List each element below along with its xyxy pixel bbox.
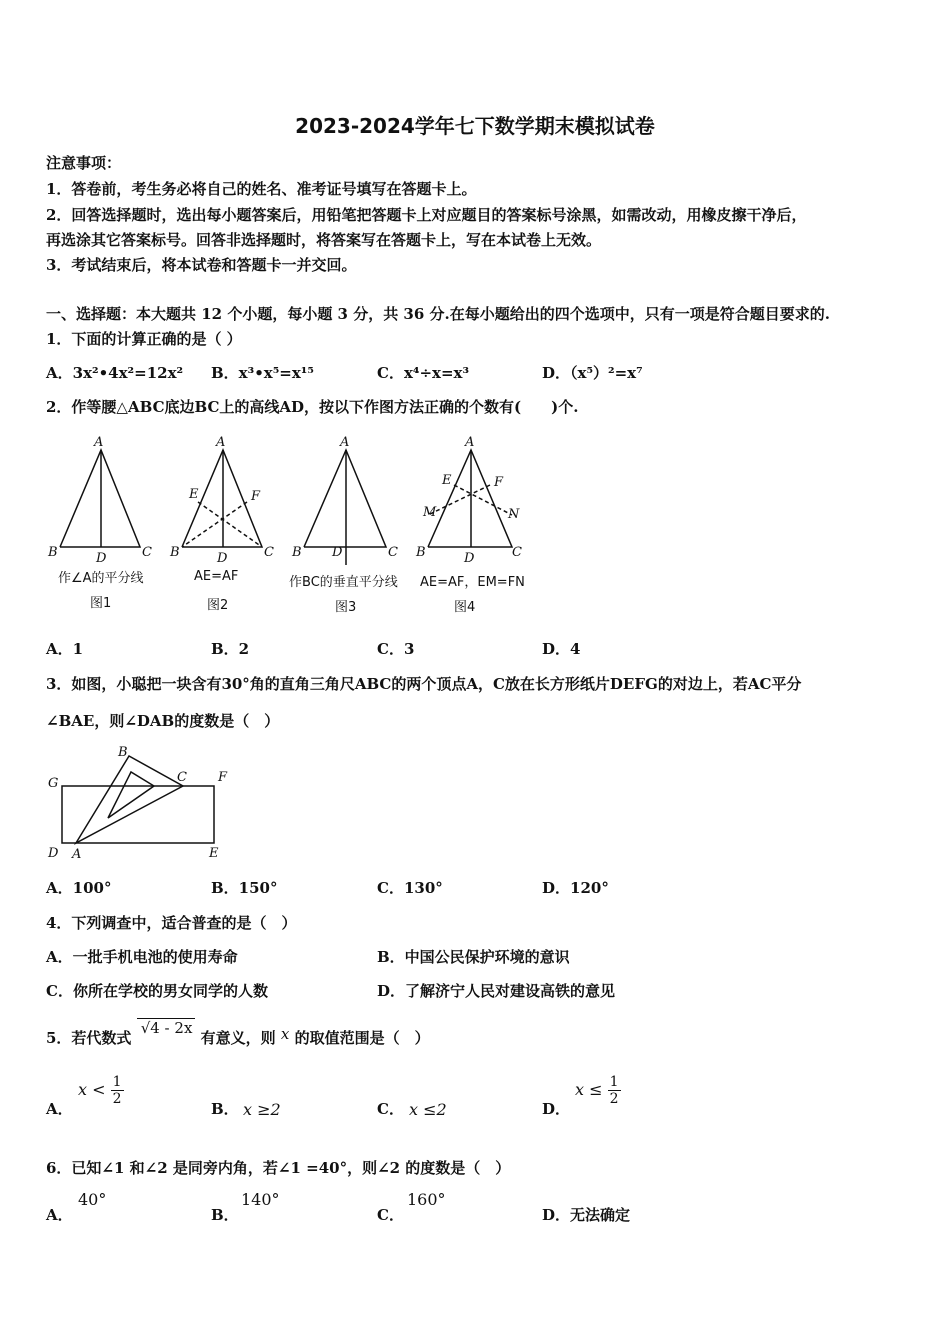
q3-stem-line-1: 3．如图，小聪把一块含有30°角的直角三角尺ABC的两个顶点A，C放在长方形纸片DEFG的对边上，若AC平分 [46, 675, 802, 693]
fig4-number: 图4 [454, 600, 476, 615]
fig4-triangle [428, 450, 512, 547]
fig2-number: 图2 [207, 598, 229, 613]
q4-option-d: D．了解济宁人民对建设高铁的意见 [377, 982, 616, 1000]
page-title: 2023-2024学年七下数学期末模拟试卷 [295, 114, 655, 138]
fig4-dash-2 [428, 485, 490, 515]
fig4-label-c: C [512, 545, 522, 560]
q2-stem: 2．作等腰△ABC底边BC上的高线AD，按以下作图方法正确的个数有( )个. [46, 398, 579, 416]
fig4-label-b: B [416, 545, 426, 560]
q5-d-fraction [608, 1074, 621, 1107]
q6-option-d: D．无法确定 [542, 1206, 631, 1224]
q5-option-d [575, 1074, 621, 1107]
fig4-dash-1 [454, 485, 512, 515]
q6-option-a: 40° [78, 1190, 107, 1209]
label-a: A [72, 847, 82, 862]
q5-option-c: x ≤2 [409, 1100, 447, 1119]
fig4-label-e: E [442, 473, 452, 488]
q5-a-fraction [111, 1074, 124, 1107]
fig4-label-d: D [464, 551, 475, 566]
q4-option-c: C．你所在学校的男女同学的人数 [46, 982, 268, 1000]
q5-d-den: 2 [609, 1091, 619, 1107]
fig4-label-m: M [423, 505, 437, 520]
q5-a-lhs: x < [78, 1080, 106, 1099]
label-g: G [48, 776, 59, 791]
fig3-triangle [304, 450, 386, 547]
fig2-label-f: F [251, 489, 261, 504]
fig3-label-d: D [332, 545, 343, 560]
q3-stem-line-2: ∠BAE，则∠DAB的度数是（ ） [46, 712, 280, 730]
q6-option-b-label: B． [211, 1206, 239, 1224]
fig4-label-a: A [465, 435, 475, 450]
notice-item-3: 3．考试结束后，将本试卷和答题卡一并交回。 [46, 256, 357, 274]
label-e: E [209, 846, 219, 861]
notice-item-2: 2．回答选择题时，选出每小题答案后，用铅笔把答题卡上对应题目的答案标号涂黑，如需改动，用橡皮擦干净后， [46, 206, 807, 224]
q5-option-b-label: B． [211, 1100, 239, 1118]
q5-option-c-label: C． [377, 1100, 404, 1118]
fig4-label-f: F [494, 475, 504, 490]
notice-heading: 注意事项： [46, 154, 122, 172]
set-square-outer [76, 756, 183, 843]
label-f: F [218, 770, 228, 785]
fig2-label-e: E [189, 487, 199, 502]
q5-stem [46, 1019, 430, 1048]
q5-option-d-label: D． [542, 1100, 571, 1118]
label-d: D [48, 846, 59, 861]
q3-option-b: B．150° [211, 879, 278, 897]
fig2-label-b: B [170, 545, 180, 560]
fig3-caption: 作BC的垂直平分线 [289, 575, 398, 590]
q3-option-c: C．130° [377, 879, 443, 897]
section-heading: 一、选择题：本大题共 12 个小题，每小题 3 分，共 36 分.在每小题给出的四个选项中，只有一项是符合题目要求的. [46, 305, 830, 323]
q4-option-b: B．中国公民保护环境的意识 [377, 948, 570, 966]
q5-stem-post: 的取值范围是（ ） [294, 1029, 430, 1047]
fig2-label-d: D [217, 551, 228, 566]
notice-item-2-cont: 再选涂其它答案标号。回答非选择题时，将答案写在答题卡上，写在本试卷上无效。 [46, 231, 602, 249]
fig1-caption: 作∠A的平分线 [58, 571, 144, 586]
fig1-label-d: D [96, 551, 107, 566]
q2-option-a: A．1 [46, 640, 84, 658]
fig1-triangle [60, 450, 140, 547]
q5-d-lhs: x ≤ [575, 1080, 603, 1099]
q5-option-a [78, 1074, 124, 1107]
q6-stem: 6．已知∠1 和∠2 是同旁内角，若∠1 =40°，则∠2 的度数是（ ） [46, 1159, 511, 1177]
q5-option-a-label: A． [46, 1100, 73, 1118]
q3-option-d: D．120° [542, 879, 609, 897]
q5-stem-mid: 有意义，则 [200, 1029, 276, 1047]
q2-option-d: D．4 [542, 640, 581, 658]
q4-stem: 4．下列调查中，适合普查的是（ ） [46, 914, 297, 932]
fig3-label-b: B [292, 545, 302, 560]
label-c: C [177, 770, 187, 785]
fig3-label-c: C [388, 545, 398, 560]
fig1-label-c: C [142, 545, 152, 560]
q3-figure [46, 740, 246, 865]
q2-figures [46, 430, 546, 620]
q6-option-b: 140° [241, 1190, 280, 1209]
q5-a-den: 2 [112, 1091, 122, 1107]
q3-option-a: A．100° [46, 879, 112, 897]
notice-item-1: 1．答卷前，考生务必将自己的姓名、准考证号填写在答题卡上。 [46, 180, 477, 198]
label-b: B [118, 745, 128, 760]
rectangle-defg [62, 786, 214, 843]
fig2-label-a: A [216, 435, 226, 450]
q2-option-c: C．3 [377, 640, 415, 658]
fig2-caption: AE=AF [194, 569, 239, 584]
fig2-label-c: C [264, 545, 274, 560]
q1-option-d: D．（x⁵）²=x⁷ [542, 364, 643, 382]
fig1-label-a: A [94, 435, 104, 450]
q5-a-num: 1 [112, 1074, 122, 1090]
fig3-number: 图3 [335, 600, 357, 615]
q1-stem: 1．下面的计算正确的是（ ） [46, 330, 242, 348]
q5-stem-pre: 5．若代数式 [46, 1029, 132, 1047]
fig4-caption: AE=AF，EM=FN [420, 575, 525, 590]
q5-radical: √4 - 2x [137, 1018, 196, 1037]
q5-var: x [280, 1025, 290, 1043]
fig1-label-b: B [48, 545, 58, 560]
q6-option-c-label: C． [377, 1206, 404, 1224]
q2-option-b: B．2 [211, 640, 250, 658]
q1-option-c: C．x⁴÷x=x³ [377, 364, 470, 382]
q1-option-a: A．3x²•4x²=12x² [46, 364, 184, 382]
fig3-label-a: A [340, 435, 350, 450]
fig1-number: 图1 [90, 596, 112, 611]
q1-option-b: B．x³•x⁵=x¹⁵ [211, 364, 314, 382]
q5-d-num: 1 [609, 1074, 619, 1090]
q6-option-c: 160° [407, 1190, 446, 1209]
fig4-label-n: N [508, 507, 520, 522]
q6-option-a-label: A． [46, 1206, 73, 1224]
q5-option-b: x ≥2 [243, 1100, 281, 1119]
q5-radicand: 4 - 2x [150, 1019, 193, 1037]
q4-option-a: A．一批手机电池的使用寿命 [46, 948, 238, 966]
